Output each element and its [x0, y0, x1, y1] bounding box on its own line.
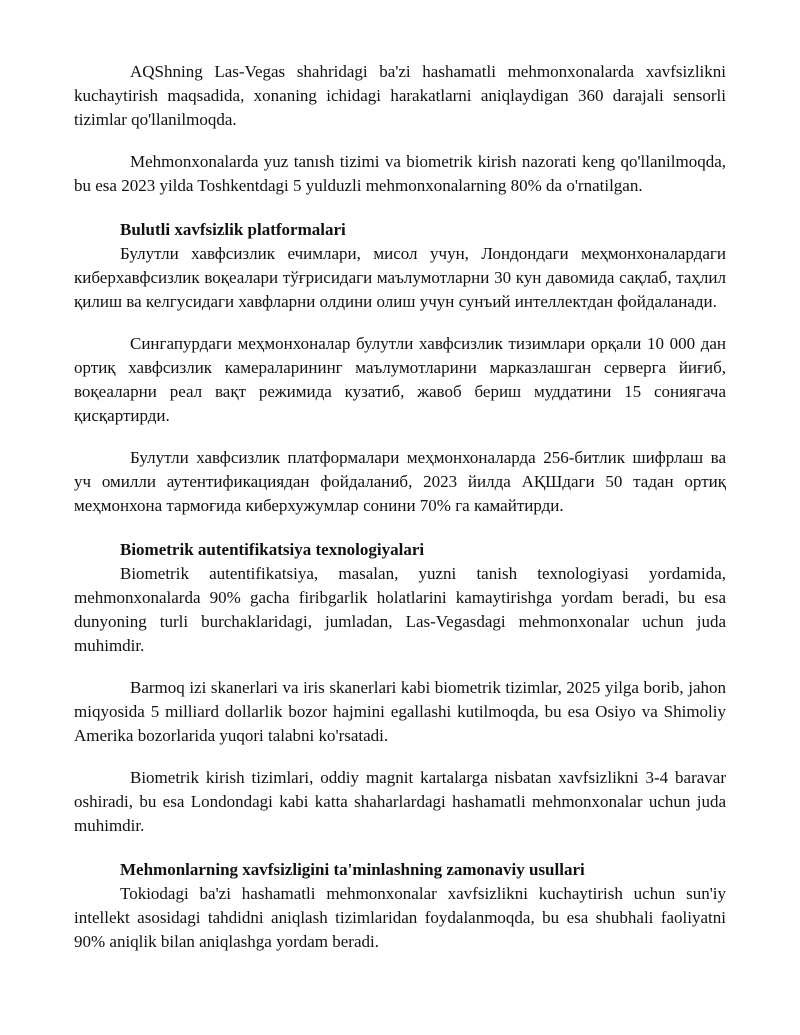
biometric-paragraph-3: Biometrik kirish tizimlari, oddiy magnit kartalarga nisbatan xavfsizlikni 3-4 baravar oshiradi, bu esa Londondagi kabi katta shaharlardagi hashamatli mehmonxonalar uchun juda muhimdir. — [74, 768, 726, 835]
cloud-security-paragraph-1: Булутли хавфсизлик ечимлари, мисол учун, Лондондаги меҳмонхоналардаги киберхавфсизлик воқеалари тўғрисидаги маълумотларни 30 кун давомида сақлаб, таҳлил қилиш ва келгусидаги хавфларни олдини олиш учун сунъий интеллектдан фойдаланади. — [74, 244, 726, 311]
intro-paragraph-2: Mehmonxonalarda yuz tanısh tizimi va biometrik kirish nazorati keng qo'llanilmoqda, bu esa 2023 yilda Toshkentdagi 5 yulduzli mehmonxonalarning 80% da o'rnatilgan. — [74, 152, 726, 195]
cloud-security-paragraph-3: Булутли хавфсизлик платформалари меҳмонхоналарда 256-битлик шифрлаш ва уч омилли аутентификациядан фойдаланиб, 2023 йилда АҚШдаги 50 тадан ортиқ меҳмонхона тармоғида киберхужумлар сонини 70% га камайтирди. — [74, 448, 726, 515]
section-heading-guest-safety: Mehmonlarning xavfsizligini ta'minlashning zamonaviy usullari — [120, 860, 585, 879]
section-heading-cloud-security: Bulutli xavfsizlik platformalari — [120, 220, 346, 239]
guest-safety-paragraph-1: Tokiodagi ba'zi hashamatli mehmonxonalar xavfsizlikni kuchaytirish uchun sun'iy intellekt asosidagi tahdidni aniqlash tizimlaridan foydalanmoqda, bu esa shubhali faoliyatni 90% aniqlik bilan aniqlashga yordam beradi. — [74, 884, 726, 951]
cloud-security-paragraph-2: Сингапурдаги меҳмонхоналар булутли хавфсизлик тизимлари орқали 10 000 дан ортиқ хавфсизлик камераларининг маълумотларини марказлашган серверга йиғиб, воқеаларни реал вақт режимида кузатиб, жавоб бериш муддатини 15 сониягача қисқартирди. — [74, 334, 726, 425]
section-heading-biometric: Biometrik autentifikatsiya texnologiyalari — [120, 540, 425, 559]
biometric-paragraph-1: Biometrik autentifikatsiya, masalan, yuzni tanish texnologiyasi yordamida, mehmonxonalarda 90% gacha firibgarlik holatlarini kamaytirishga yordam beradi, bu esa dunyoning turli burchaklaridagi, jumladan, Las-Vegasdagi mehmonxonalar uchun juda muhimdir. — [74, 564, 726, 655]
biometric-paragraph-2: Barmoq izi skanerlari va iris skanerlari kabi biometrik tizimlar, 2025 yilga borib, jahon miqyosida 5 milliard dollarlik bozor hajmini egallashi kutilmoqda, bu esa Osiyo va Shimoliy Amerika bozorlarida yuqori talabni ko'rsatadi. — [74, 678, 726, 745]
intro-paragraph-1: AQShning Las-Vegas shahridagi ba'zi hashamatli mehmonxonalarda xavfsizlikni kuchaytirish maqsadida, xonaning ichidagi harakatlarni aniqlaydigan 360 darajali sensorli tizimlar qo'llanilmoqda. — [74, 62, 726, 129]
